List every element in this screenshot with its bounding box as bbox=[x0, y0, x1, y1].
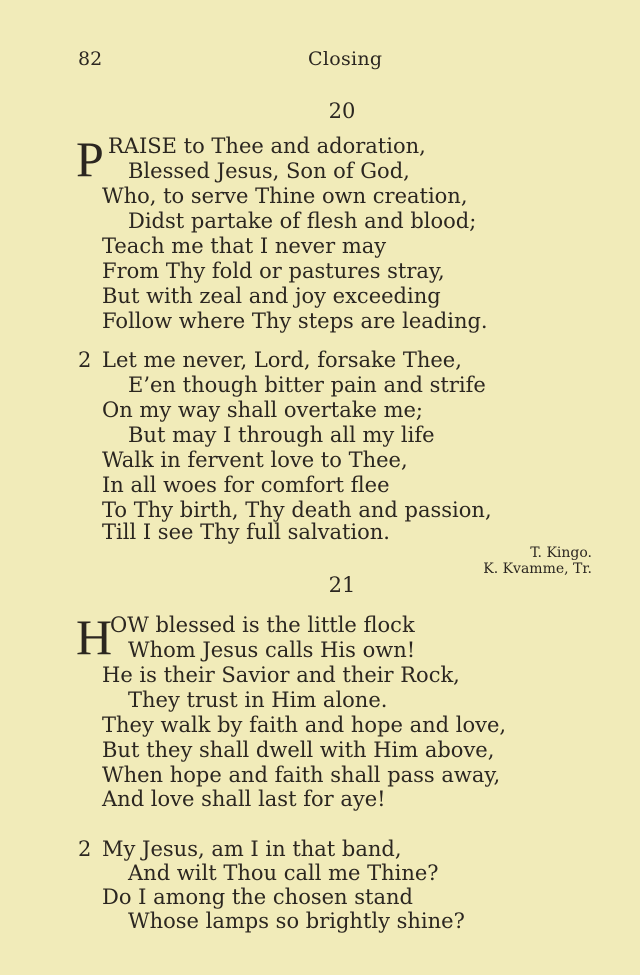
drop-cap: P bbox=[76, 131, 104, 187]
verse-line: OW blessed is the little flock bbox=[110, 613, 415, 637]
section-title: Closing bbox=[308, 48, 383, 70]
translator-attribution: K. Kvamme, Tr. bbox=[483, 561, 592, 577]
verse-line: Didst partake of flesh and blood; bbox=[128, 209, 477, 233]
verse-number: 2 bbox=[78, 348, 92, 372]
verse-line: Teach me that I never may bbox=[102, 234, 387, 258]
hymn-number: 20 bbox=[328, 99, 356, 123]
verse-line: RAISE to Thee and adoration, bbox=[108, 134, 426, 158]
verse-line: Do I among the chosen stand bbox=[102, 885, 413, 909]
verse-line: Let me never, Lord, forsake Thee, bbox=[102, 348, 462, 372]
drop-cap: H bbox=[76, 609, 113, 665]
author-attribution: T. Kingo. bbox=[530, 545, 592, 561]
verse-line: When hope and faith shall pass away, bbox=[102, 763, 501, 787]
verse-line: They walk by faith and hope and love, bbox=[102, 713, 507, 737]
verse-line: On my way shall overtake me; bbox=[102, 398, 424, 422]
verse-line: Follow where Thy steps are leading. bbox=[102, 309, 488, 333]
verse-line: From Thy fold or pastures stray, bbox=[102, 259, 445, 283]
verse-line: Walk in fervent love to Thee, bbox=[102, 448, 408, 472]
verse-line: But with zeal and joy exceeding bbox=[102, 284, 441, 308]
verse-line: But may I through all my life bbox=[128, 423, 435, 447]
verse-line: But they shall dwell with Him above, bbox=[102, 738, 495, 762]
verse-line: In all woes for comfort flee bbox=[102, 473, 390, 497]
page-number: 82 bbox=[78, 48, 103, 70]
verse-line: And wilt Thou call me Thine? bbox=[128, 861, 439, 885]
verse-line: They trust in Him alone. bbox=[128, 688, 388, 712]
hymn-number: 21 bbox=[328, 573, 356, 597]
verse-line: Blessed Jesus, Son of God, bbox=[128, 159, 410, 183]
verse-line: Whom Jesus calls His own! bbox=[128, 638, 416, 662]
verse-line: To Thy birth, Thy death and passion, bbox=[102, 498, 492, 522]
verse-line: Whose lamps so brightly shine? bbox=[128, 909, 465, 933]
verse-line: Till I see Thy full salvation. bbox=[102, 520, 390, 544]
verse-number: 2 bbox=[78, 837, 92, 861]
verse-line: My Jesus, am I in that band, bbox=[102, 837, 402, 861]
verse-line: He is their Savior and their Rock, bbox=[102, 663, 460, 687]
verse-line: Who, to serve Thine own creation, bbox=[102, 184, 468, 208]
verse-line: And love shall last for aye! bbox=[102, 787, 386, 811]
verse-line: E’en though bitter pain and strife bbox=[128, 373, 486, 397]
